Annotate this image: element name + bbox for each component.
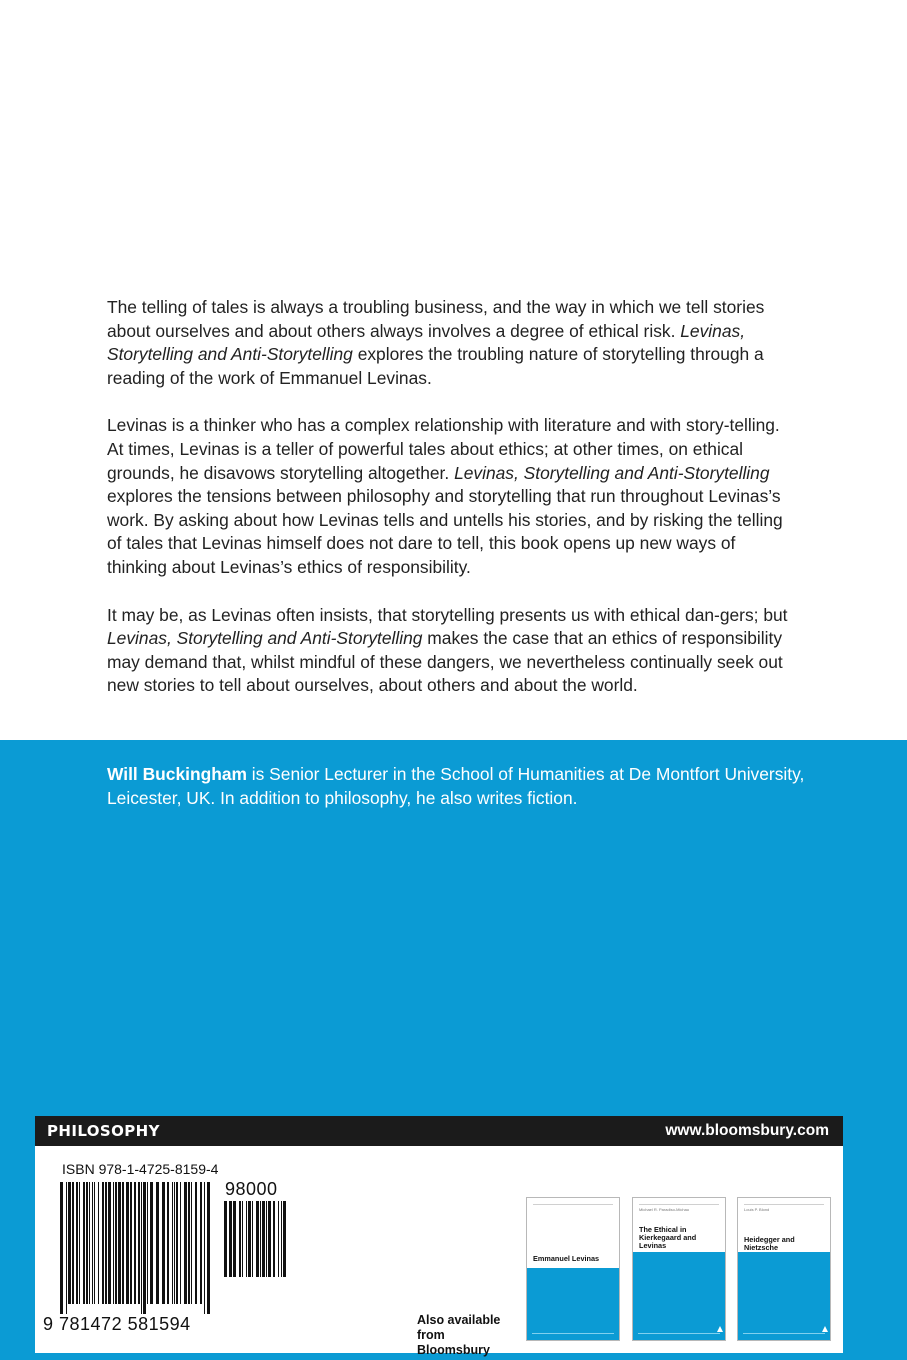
publisher-website[interactable]: www.bloomsbury.com bbox=[665, 1122, 829, 1139]
barcode-bar bbox=[66, 1182, 67, 1314]
cover-rule bbox=[638, 1333, 720, 1334]
barcode-bar bbox=[105, 1182, 107, 1304]
barcode-bar bbox=[162, 1182, 165, 1304]
back-cover-blurb bbox=[107, 296, 797, 722]
barcode-bar bbox=[83, 1182, 85, 1304]
barcode-bar bbox=[278, 1201, 279, 1277]
barcode-bar bbox=[122, 1182, 124, 1304]
publisher-logo-icon bbox=[822, 1326, 828, 1332]
barcode-bar bbox=[147, 1182, 148, 1304]
barcode-bar bbox=[248, 1201, 251, 1277]
cover-rule bbox=[533, 1204, 613, 1205]
barcode-bar bbox=[94, 1182, 95, 1304]
barcode-bar bbox=[108, 1182, 111, 1304]
blurb-text: explores the troubling nature of storytelling through a reading of the work of Emmanuel Levinas. bbox=[107, 344, 764, 388]
barcode-bar bbox=[60, 1182, 63, 1314]
barcode-bar bbox=[118, 1182, 121, 1304]
blurb-paragraph-2 bbox=[107, 414, 797, 579]
cover-blue-block bbox=[633, 1252, 726, 1340]
barcode-bar bbox=[283, 1201, 286, 1277]
book-title: The Ethical in Kierkegaard and Levinas bbox=[639, 1225, 697, 1251]
barcode-bar bbox=[233, 1201, 236, 1277]
book-title-italic: Levinas, Storytelling and Anti-Storytelling bbox=[454, 462, 770, 483]
book-author: Louis P. Blond bbox=[744, 1207, 770, 1212]
barcode-bar bbox=[242, 1201, 243, 1277]
barcode-bar bbox=[89, 1182, 90, 1304]
barcode-bar bbox=[260, 1201, 261, 1277]
author-name: Will Buckingham bbox=[107, 764, 247, 784]
blurb-text: The telling of tales is always a troubling business, and the way in which we tell stories about ourselves and about others always involves a degree of ethical risk. bbox=[107, 297, 765, 341]
barcode-bar bbox=[256, 1201, 259, 1277]
barcode-bar bbox=[113, 1182, 114, 1304]
category-bar bbox=[35, 1116, 843, 1146]
barcode-bar bbox=[98, 1182, 99, 1304]
barcode-bar bbox=[86, 1182, 88, 1304]
book-title-italic: Levinas, Storytelling and Anti-Storytelling bbox=[107, 320, 746, 365]
barcode-bar bbox=[191, 1182, 192, 1304]
blurb-text: makes the case that an ethics of responsibility may demand that, whilst mindful of these dangers, we nevertheless continually seek out new stories to tell about ourselves, about others and about the world. bbox=[107, 628, 783, 696]
barcode-bar bbox=[281, 1201, 282, 1277]
related-book-cover[interactable] bbox=[737, 1197, 831, 1341]
barcode-bar bbox=[204, 1182, 205, 1314]
barcode-bar bbox=[130, 1182, 132, 1304]
blurb-paragraph-1 bbox=[107, 296, 797, 390]
barcode-bar bbox=[268, 1201, 271, 1277]
related-book-cover[interactable] bbox=[632, 1197, 726, 1341]
cover-rule bbox=[743, 1333, 825, 1334]
barcode-bar bbox=[102, 1182, 104, 1304]
barcode-bar bbox=[176, 1182, 178, 1304]
barcode-bar bbox=[200, 1182, 202, 1304]
related-book-cover[interactable] bbox=[526, 1197, 620, 1341]
book-title-italic: Levinas, Storytelling and Anti-Storytelling bbox=[107, 628, 423, 649]
barcode-digits: 9 781472 581594 bbox=[43, 1314, 191, 1334]
cover-rule bbox=[532, 1333, 614, 1334]
barcode-bar bbox=[266, 1201, 267, 1277]
category-label: PHILOSOPHY bbox=[47, 1122, 160, 1140]
blurb-text: It may be, as Levinas often insists, that storytelling presents us with ethical dan-gers; but bbox=[107, 604, 788, 625]
barcode-image bbox=[60, 1182, 210, 1314]
barcode-bar bbox=[188, 1182, 190, 1304]
publisher-panel bbox=[35, 1116, 843, 1357]
price-code: 98000 bbox=[225, 1179, 278, 1199]
cover-rule bbox=[744, 1204, 824, 1205]
barcode-bar bbox=[184, 1182, 187, 1304]
cover-blue-block bbox=[527, 1268, 620, 1340]
barcode-bar bbox=[172, 1182, 173, 1304]
barcode-bar bbox=[76, 1182, 78, 1304]
publisher-logo-icon bbox=[717, 1326, 723, 1332]
author-bio-text: is Senior Lecturer in the School of Humanities at De Montfort University, Leicester, UK. In addition to philosophy, he also writes fiction. bbox=[107, 764, 805, 808]
barcode-bar bbox=[195, 1182, 197, 1304]
author-bio bbox=[107, 762, 807, 810]
barcode-bar bbox=[224, 1201, 227, 1277]
cover-rule bbox=[639, 1204, 719, 1205]
isbn-text: ISBN 978-1-4725-8159-4 bbox=[62, 1161, 219, 1177]
barcode-bar bbox=[141, 1182, 142, 1314]
blurb-paragraph-3 bbox=[107, 604, 797, 698]
barcode-bar bbox=[156, 1182, 159, 1304]
barcode-bar bbox=[115, 1182, 117, 1304]
barcode-bar bbox=[143, 1182, 146, 1314]
author-band bbox=[0, 740, 907, 1360]
barcode-bar bbox=[138, 1182, 140, 1304]
barcode-bar bbox=[68, 1182, 71, 1304]
book-author: Michael R. Paradiso-Michau bbox=[639, 1207, 690, 1212]
barcode-bar bbox=[229, 1201, 232, 1277]
also-available-label: Also available from Bloomsbury bbox=[417, 1313, 501, 1357]
barcode-bar bbox=[92, 1182, 93, 1304]
barcode-bar bbox=[252, 1201, 253, 1277]
book-title: Emmanuel Levinas bbox=[533, 1254, 600, 1263]
barcode-bar bbox=[79, 1182, 80, 1304]
barcode-bar bbox=[273, 1201, 275, 1277]
barcode-bar bbox=[126, 1182, 129, 1304]
barcode-bar bbox=[150, 1182, 153, 1304]
cover-blue-block bbox=[738, 1252, 831, 1340]
barcode-bar bbox=[72, 1182, 74, 1304]
barcode-bar bbox=[167, 1182, 169, 1304]
blurb-text: explores the tensions between philosophy and storytelling that run throughout Levinas’s work. By asking about how Levinas tells and untells his stories, and by risking the telling of tales that Levinas himself does not dare to tell, this book opens up new ways of thinking about Levinas’s ethics of responsibility. bbox=[107, 486, 783, 577]
barcode-bar bbox=[239, 1201, 241, 1277]
barcode-bar bbox=[207, 1182, 210, 1314]
book-title: Heidegger and Nietzsche bbox=[744, 1235, 795, 1253]
barcode-bar bbox=[246, 1201, 247, 1277]
barcode-bar bbox=[180, 1182, 181, 1304]
barcode-bar bbox=[134, 1182, 136, 1304]
barcode-bar bbox=[262, 1201, 265, 1277]
blurb-text: Levinas is a thinker who has a complex relationship with literature and with story-telling. At times, Levinas is a teller of powerful tales about ethics; at other times, on ethical grounds, he disavows storytelling altogether. bbox=[107, 415, 780, 483]
price-barcode-image bbox=[224, 1201, 286, 1277]
barcode-bar bbox=[174, 1182, 175, 1304]
